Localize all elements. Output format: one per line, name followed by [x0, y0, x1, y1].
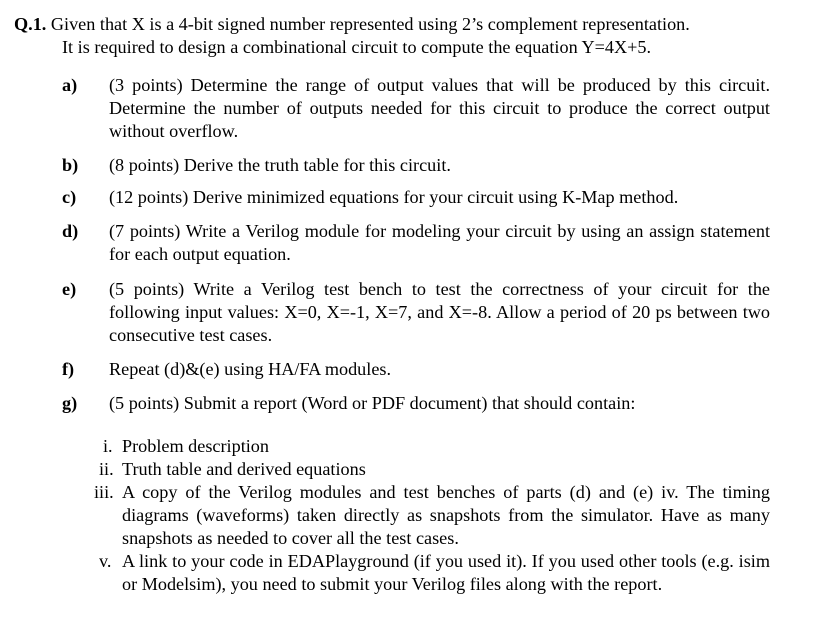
part-label: b)	[62, 155, 79, 175]
part-text: (3 points) Determine the range of output values that will be produced by this circuit. Determine the number of outputs needed for this circuit to produce the correct output without overflow.	[109, 75, 770, 141]
report-item-text: A link to your code in EDAPlayground (if you used it). If you used other tools (e.g. isim or Modelsim), you need to submit your Verilog files along with the report.	[122, 551, 770, 594]
part-g	[62, 392, 770, 415]
part-e	[62, 278, 770, 347]
report-item	[90, 458, 770, 481]
part-label: f)	[62, 359, 75, 379]
part-text: Repeat (d)&(e) using HA/FA modules.	[109, 359, 392, 379]
part-text: (12 points) Derive minimized equations for your circuit using K-Map method.	[109, 187, 679, 207]
report-item	[90, 550, 770, 596]
part-d	[62, 220, 770, 266]
part-label: e)	[62, 279, 77, 299]
part-b	[62, 154, 770, 177]
part-label: c)	[62, 187, 77, 207]
part-label: a)	[62, 75, 78, 95]
part-text: (5 points) Submit a report (Word or PDF document) that should contain:	[109, 393, 636, 413]
report-item-numeral: ii.	[99, 459, 114, 479]
question-header	[14, 13, 804, 59]
report-item	[90, 481, 770, 550]
report-item-numeral: v.	[99, 551, 112, 571]
part-a	[62, 74, 770, 143]
question-line-2: It is required to design a combinational circuit to compute the equation Y=4X+5.	[62, 37, 652, 57]
report-item-text: Truth table and derived equations	[122, 459, 366, 479]
part-label: g)	[62, 393, 78, 413]
report-item-numeral: i.	[103, 436, 113, 456]
question-line-1: Given that X is a 4-bit signed number represented using 2’s complement representation.	[50, 14, 690, 34]
report-items-list	[90, 435, 770, 596]
report-item-numeral: iii.	[94, 482, 114, 502]
report-item-text: A copy of the Verilog modules and test benches of parts (d) and (e) iv. The timing diagrams (waveforms) taken directly as snapshots from the simulator. Have as many snapshots as needed to cover all the test cases.	[122, 482, 770, 548]
question-number: Q.1.	[14, 14, 47, 34]
report-item	[90, 435, 770, 458]
part-f	[62, 358, 770, 381]
part-text: (8 points) Derive the truth table for this circuit.	[109, 155, 451, 175]
report-item-text: Problem description	[122, 436, 269, 456]
part-text: (5 points) Write a Verilog test bench to test the correctness of your circuit for the following input values: X=0, X=-1, X=7, and X=-8. Allow a period of 20 ps between two consecutive test cases.	[109, 279, 770, 345]
part-text: (7 points) Write a Verilog module for modeling your circuit by using an assign statement for each output equation.	[109, 221, 770, 264]
part-c	[62, 186, 770, 209]
part-label: d)	[62, 221, 79, 241]
